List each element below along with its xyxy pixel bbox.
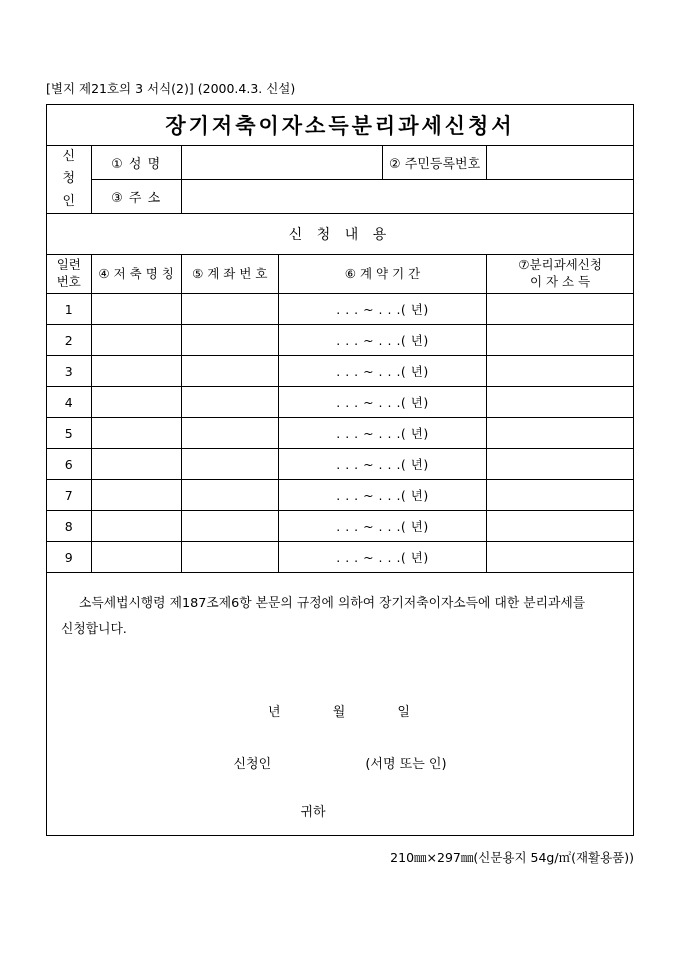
row-sequence: 5 xyxy=(47,418,91,449)
row-savings-name[interactable] xyxy=(91,356,181,387)
row-account-number[interactable] xyxy=(181,418,278,449)
header-separate-tax-income xyxy=(487,255,633,294)
resident-number-label: ② 주민등록번호 xyxy=(383,146,487,180)
row-savings-name[interactable] xyxy=(91,511,181,542)
paper-spec-note: 210㎜×297㎜(신문용지 54g/㎡(재활용품)) xyxy=(390,850,634,865)
row-contract-period[interactable]: . . . ~ . . .( 년) xyxy=(278,480,486,511)
form-table xyxy=(47,105,633,835)
row-sequence: 4 xyxy=(47,387,91,418)
form-body xyxy=(46,104,634,836)
row-savings-name[interactable] xyxy=(91,480,181,511)
row-sequence: 9 xyxy=(47,542,91,573)
row-sequence: 8 xyxy=(47,511,91,542)
header-sequence xyxy=(47,255,91,294)
applicant-side-label: 신 청 인 xyxy=(47,146,91,214)
signature-seal-note[interactable]: (서명 또는 인) xyxy=(365,757,447,773)
row-contract-period[interactable]: . . . ~ . . .( 년) xyxy=(278,449,486,480)
row-savings-name[interactable] xyxy=(91,542,181,573)
row-contract-period[interactable]: . . . ~ . . .( 년) xyxy=(278,542,486,573)
row-income[interactable] xyxy=(487,387,633,418)
table-row xyxy=(47,480,633,511)
date-year-label[interactable]: 년 xyxy=(268,705,283,721)
resident-number-value[interactable] xyxy=(487,146,633,180)
row-contract-period[interactable]: . . . ~ . . .( 년) xyxy=(278,356,486,387)
row-sequence: 6 xyxy=(47,449,91,480)
table-row xyxy=(47,387,633,418)
page-title: 장기저축이자소득분리과세신청서 xyxy=(47,105,633,146)
row-income[interactable] xyxy=(487,325,633,356)
section-title-row xyxy=(47,214,633,255)
addressee-line: 귀하 xyxy=(300,805,326,821)
address-value[interactable] xyxy=(181,180,633,214)
table-row xyxy=(47,418,633,449)
row-income[interactable] xyxy=(487,418,633,449)
form-reference: [별지 제21호의 3 서식(2)] (2000.4.3. 신설) xyxy=(46,81,296,96)
row-income[interactable] xyxy=(487,449,633,480)
row-contract-period[interactable]: . . . ~ . . .( 년) xyxy=(278,418,486,449)
row-sequence: 1 xyxy=(47,294,91,325)
row-account-number[interactable] xyxy=(181,542,278,573)
applicant-name-row xyxy=(47,146,633,180)
table-row xyxy=(47,449,633,480)
row-income[interactable] xyxy=(487,356,633,387)
row-account-number[interactable] xyxy=(181,387,278,418)
name-value[interactable] xyxy=(181,146,382,180)
section-title: 신 청 내 용 xyxy=(47,214,633,255)
date-line xyxy=(61,700,619,726)
title-row xyxy=(47,105,633,146)
row-savings-name[interactable] xyxy=(91,325,181,356)
row-sequence: 2 xyxy=(47,325,91,356)
table-row xyxy=(47,511,633,542)
name-label: ① 성 명 xyxy=(91,146,181,180)
row-account-number[interactable] xyxy=(181,449,278,480)
table-row xyxy=(47,542,633,573)
signature-line xyxy=(61,752,619,778)
statement-block xyxy=(47,573,633,836)
table-header-row xyxy=(47,255,633,294)
row-savings-name[interactable] xyxy=(91,387,181,418)
date-month-label[interactable]: 월 xyxy=(332,705,348,721)
date-day-label[interactable]: 일 xyxy=(397,705,412,721)
row-contract-period[interactable]: . . . ~ . . .( 년) xyxy=(278,511,486,542)
statement-row xyxy=(47,573,633,836)
header-sequence-line2: 번호 xyxy=(56,274,81,289)
row-income[interactable] xyxy=(487,511,633,542)
header-income-line2: 이 자 소 득 xyxy=(529,274,591,289)
row-savings-name[interactable] xyxy=(91,418,181,449)
row-contract-period[interactable]: . . . ~ . . .( 년) xyxy=(278,294,486,325)
header-sequence-line1: 일련 xyxy=(56,257,81,273)
row-account-number[interactable] xyxy=(181,325,278,356)
table-row xyxy=(47,356,633,387)
row-savings-name[interactable] xyxy=(91,294,181,325)
address-label: ③ 주 소 xyxy=(91,180,181,214)
row-account-number[interactable] xyxy=(181,294,278,325)
header-savings-name: ④ 저 축 명 칭 xyxy=(91,255,181,294)
row-account-number[interactable] xyxy=(181,511,278,542)
row-income[interactable] xyxy=(487,480,633,511)
header-account-number: ⑤ 계 좌 번 호 xyxy=(181,255,278,294)
statement-line-1: 소득세법시행령 제187조제6항 본문의 규정에 의하여 장기저축이자소득에 대한 분리과세를 xyxy=(79,596,586,611)
row-sequence: 3 xyxy=(47,356,91,387)
row-income[interactable] xyxy=(487,294,633,325)
row-savings-name[interactable] xyxy=(91,449,181,480)
applicant-address-row xyxy=(47,180,633,214)
table-row xyxy=(47,294,633,325)
header-contract-period: ⑥ 계 약 기 간 xyxy=(278,255,486,294)
applicant-signature-label: 신청인 xyxy=(233,757,272,773)
header-income-line1: ⑦분리과세신청 xyxy=(518,257,602,273)
table-row xyxy=(47,325,633,356)
row-sequence: 7 xyxy=(47,480,91,511)
row-account-number[interactable] xyxy=(181,480,278,511)
row-contract-period[interactable]: . . . ~ . . .( 년) xyxy=(278,325,486,356)
row-income[interactable] xyxy=(487,542,633,573)
row-account-number[interactable] xyxy=(181,356,278,387)
statement-line-2: 신청합니다. xyxy=(61,621,127,637)
row-contract-period[interactable]: . . . ~ . . .( 년) xyxy=(278,387,486,418)
